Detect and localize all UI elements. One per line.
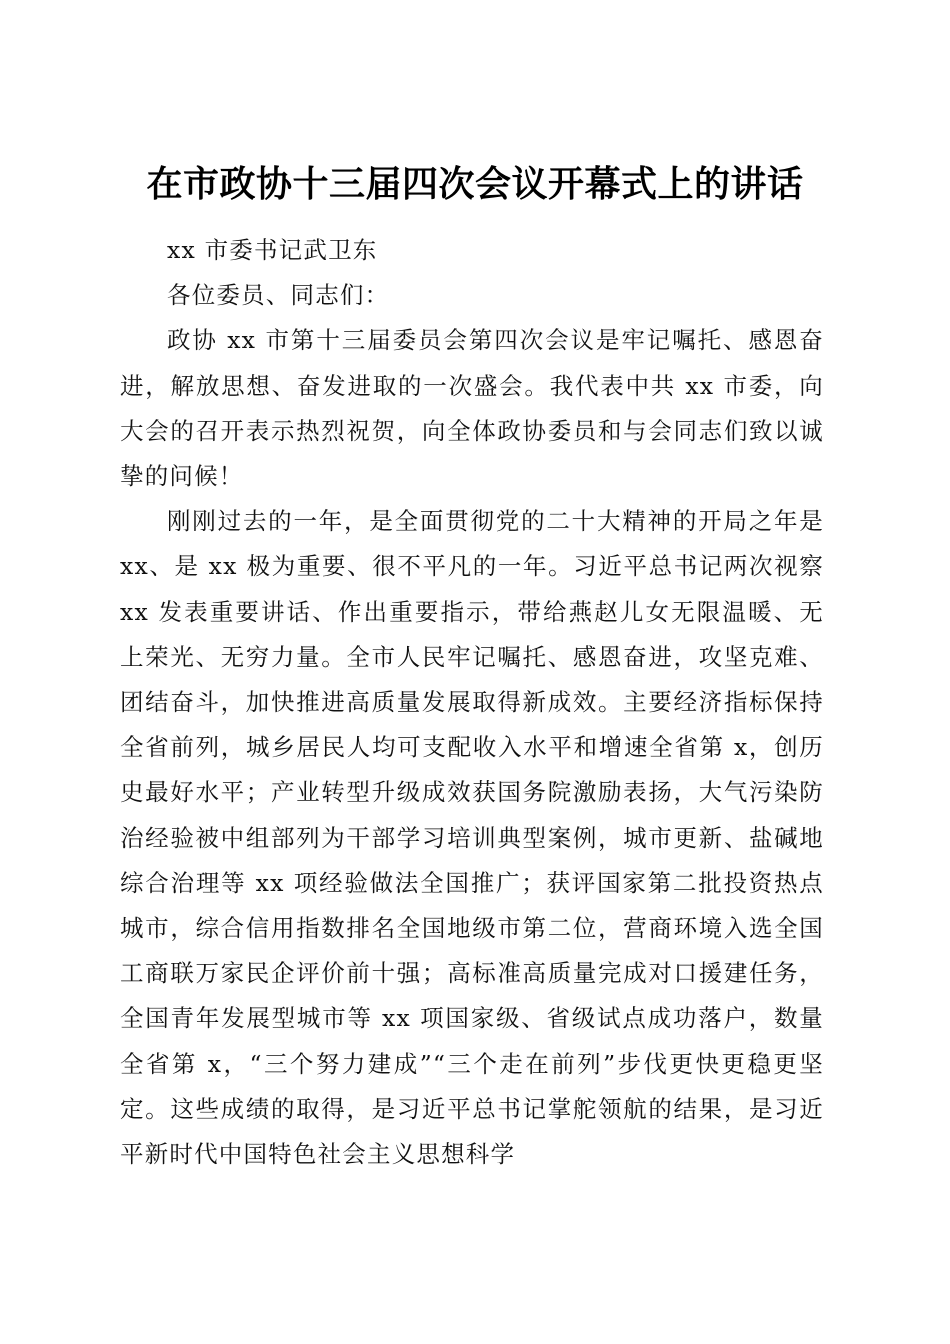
document-title: 在市政协十三届四次会议开幕式上的讲话 (146, 163, 804, 206)
author-line: xx 市委书记武卫东 (167, 236, 378, 264)
paragraph-1: 政协 xx 市第十三届委员会第四次会议是牢记嘱托、感恩奋进，解放思想、奋发进取的一次盛会。我代表中共 xx 市委，向大会的召开表示热烈祝贺，向全体政协委员和与会同志们致以诚挚的问候！ (120, 326, 824, 491)
salutation: 各位委员、同志们： (167, 281, 390, 310)
document-body (120, 228, 824, 1177)
paragraph-2: 刚刚过去的一年，是全面贯彻党的二十大精神的开局之年是 xx、是 xx 极为重要、很不平凡的一年。习近平总书记两次视察 xx 发表重要讲话、作出重要指示，带给燕赵儿女无限温暖、无上荣光、无穷力量。全市人民牢记嘱托、感恩奋进，攻坚克难、团结奋斗，加快推进高质量发展取得新成效。主要经济指标保持全省前列，城乡居民人均可支配收入水平和增速全省第 x，创历史最好水平；产业转型升级成效获国务院激励表扬，大气污染防治经验被中组部列为干部学习培训典型案例，城市更新、盐碱地综合治理等 xx 项经验做法全国推广；获评国家第二批投资热点城市，综合信用指数排名全国地级市第二位，营商环境入选全国工商联万家民企评价前十强；高标准高质量完成对口援建任务，全国青年发展型城市等 xx 项国家级、省级试点成功落户，数量全省第 x，“三个努力建成”“三个走在前列”步伐更快更稳更坚定。这些成绩的取得，是习近平总书记掌舵领航的结果，是习近平新时代中国特色社会主义思想科学 (120, 507, 824, 1169)
